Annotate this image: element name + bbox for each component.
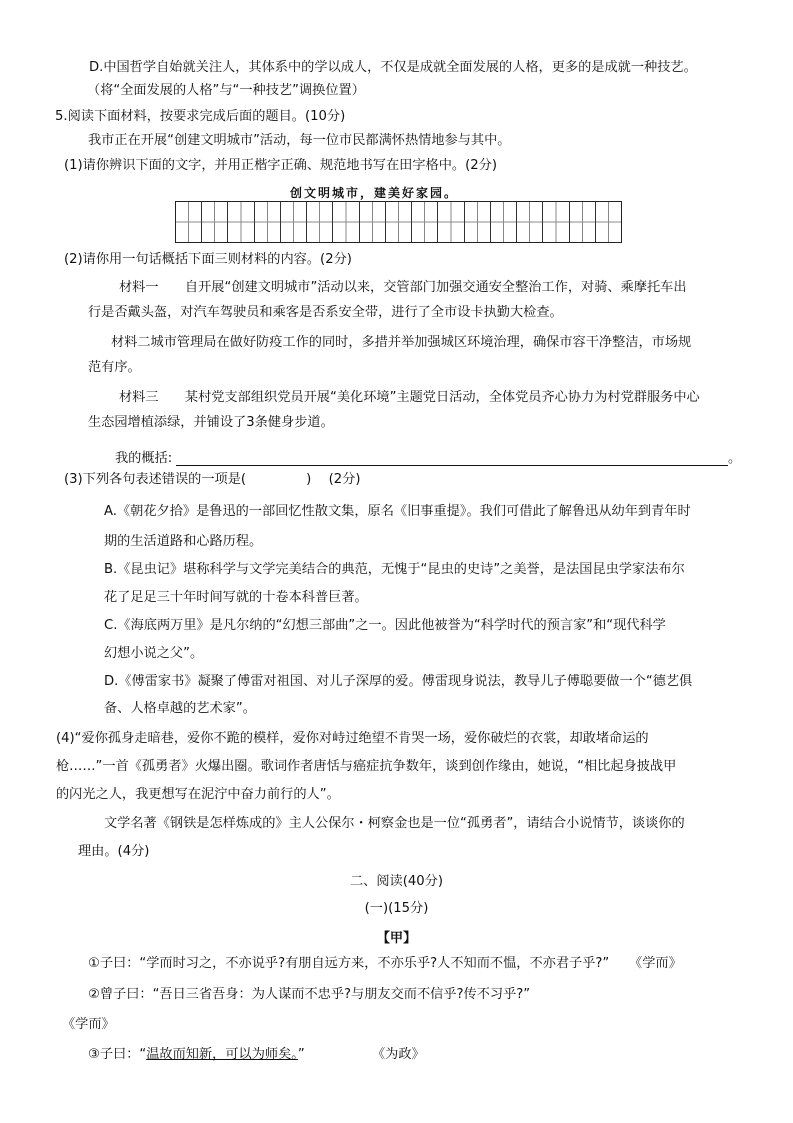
- part-4-line-4: 文学名著《钢铁是怎样炼成的》主人公保尔・柯察金也是一位“孤勇者”，请结合小说情节，谈谈你的: [104, 816, 685, 831]
- material-1-line-1: 材料一 自开展“创建文明城市”活动以来，交管部门加强交通安全整治工作，对骑、乘摩托车出: [119, 280, 687, 295]
- analects-item-1: ①子曰：“学而时习之，不亦说乎?有朋自远方来，不亦乐乎?人不知而不愠，不亦君子乎?” 《学而》: [88, 956, 682, 971]
- tianzige-cell[interactable]: [517, 202, 543, 242]
- part-4-line-3: 的闪光之人，我更想写在泥泞中奋力前行的人”。: [56, 787, 340, 802]
- tianzige-cell[interactable]: [386, 202, 412, 242]
- part-2-prompt: (2)请你用一句话概括下面三则材料的内容。(2分): [64, 252, 352, 267]
- part-3-prompt: [64, 470, 360, 490]
- tianzige-cell[interactable]: [412, 202, 438, 242]
- tianzige-cell[interactable]: [438, 202, 464, 242]
- option-d-line-1: D.中国哲学自始就关注人，其体系中的学以成人，不仅是成就全面发展的人格，更多的是成就一种技艺。: [89, 60, 697, 75]
- summary-end-mark: 。: [728, 451, 742, 466]
- part-3-prompt-b: ) (2分): [306, 472, 361, 487]
- analects-item-3-underlined: 温故而知新，可以为师矣。: [146, 1047, 298, 1062]
- material-3-line-1: 材料三 某村党支部组织党员开展“美化环境”主题党日活动，全体党员齐心协力为村党群服务中心: [119, 390, 700, 405]
- tianzige-cell[interactable]: [202, 202, 228, 242]
- tianzige-cell[interactable]: [465, 202, 491, 242]
- material-1-line-2: 行是否戴头盔，对汽车驾驶员和乘客是否系安全带，进行了全市设卡执勤大检查。: [88, 305, 563, 320]
- tianzige-cell[interactable]: [360, 202, 386, 242]
- question-5-heading: 5.阅读下面材料，按要求完成后面的题目。(10分): [55, 109, 346, 124]
- part-3-prompt-a: (3)下列各句表述错误的一项是(: [64, 472, 247, 487]
- analects-item-3-prefix: ③子曰：“: [88, 1047, 147, 1062]
- choice-d-line-2: 备、人格卓越的艺术家”。: [104, 701, 256, 716]
- analects-item-2: ②曾子曰：“吾日三省吾身：为人谋而不忠乎?与朋友交而不信乎?传不习乎?”: [88, 987, 531, 1002]
- tianzige-cell[interactable]: [570, 202, 596, 242]
- material-2-line-1: 材料二城市管理局在做好防疫工作的同时，多措并举加强城区环境治理，确保市容干净整洁，市场规: [111, 335, 692, 350]
- section-2-title: 二、阅读(40分): [349, 874, 443, 889]
- part-4-line-1: (4)“爱你孤身走暗巷，爱你不跪的模样，爱你对峙过绝望不肯哭一场，爱你破烂的衣裳，却敢堵命运的: [56, 731, 649, 746]
- choice-c-line-2: 幻想小说之父”。: [104, 646, 204, 661]
- material-3-line-2: 生态园增植添绿，并铺设了3条健身步道。: [88, 415, 334, 430]
- tianzige-grid[interactable]: [175, 201, 622, 243]
- choice-b-line-2: 花了足足三十年时间写就的十卷本科普巨著。: [104, 590, 368, 605]
- option-d-line-2: （将“全面发展的人格”与“一种技艺”调换位置）: [87, 83, 365, 98]
- summary-answer-line[interactable]: [176, 465, 728, 466]
- analects-item-2-source: 《学而》: [62, 1017, 115, 1032]
- tianzige-cell[interactable]: [543, 202, 569, 242]
- tianzige-cell[interactable]: [596, 202, 621, 242]
- tianzige-cell[interactable]: [491, 202, 517, 242]
- passage-jia-label: 【甲】: [376, 931, 417, 946]
- section-2-subtitle: (一)(15分): [364, 901, 429, 916]
- choice-d-line-1: D.《傅雷家书》凝聚了傅雷对祖国、对儿子深厚的爱。傅雷现身说法，教导儿子傅聪要做一个“德艺俱: [104, 674, 693, 689]
- choice-a-line-2: 期的生活道路和心路历程。: [104, 534, 263, 549]
- part-4-line-2: 枪……”一首《孤勇者》火爆出圈。歌词作者唐恬与癌症抗争数年，谈到创作缘由，她说，“相比起身披战甲: [56, 759, 677, 774]
- analects-item-3-suffix: ”: [297, 1047, 305, 1062]
- tianzige-cell[interactable]: [307, 202, 333, 242]
- tianzige-cell[interactable]: [228, 202, 254, 242]
- analects-item-3-source: 《为政》: [372, 1047, 425, 1062]
- material-2-line-2: 范有序。: [88, 360, 141, 375]
- choice-b-line-1: B.《昆虫记》堪称科学与文学完美结合的典范，无愧于“昆虫的史诗”之美誉，是法国昆虫学家法布尔: [104, 562, 685, 577]
- part-1-prompt: (1)请你辨识下面的文字，并用正楷字正确、规范地书写在田字格中。(2分): [64, 158, 497, 173]
- choice-a-line-1: A.《朝花夕拾》是鲁迅的一部回忆性散文集，原名《旧事重提》。我们可借此了解鲁迅从幼年到青年时: [104, 504, 691, 519]
- brush-calligraphy-text: 创文明城市，建美好家园。: [290, 186, 459, 200]
- analects-item-3: [88, 1045, 305, 1065]
- tianzige-cell[interactable]: [281, 202, 307, 242]
- tianzige-cell[interactable]: [333, 202, 359, 242]
- part-4-line-5: 理由。(4分): [78, 844, 150, 859]
- tianzige-cell[interactable]: [176, 202, 202, 242]
- choice-c-line-1: C.《海底两万里》是凡尔纳的“幻想三部曲”之一。因此他被誉为“科学时代的预言家”和“现代科学: [104, 618, 666, 633]
- summary-label: 我的概括:: [115, 451, 173, 466]
- question-5-intro: 我市正在开展“创建文明城市”活动，每一位市民都满怀热情地参与其中。: [88, 133, 511, 148]
- tianzige-cell[interactable]: [255, 202, 281, 242]
